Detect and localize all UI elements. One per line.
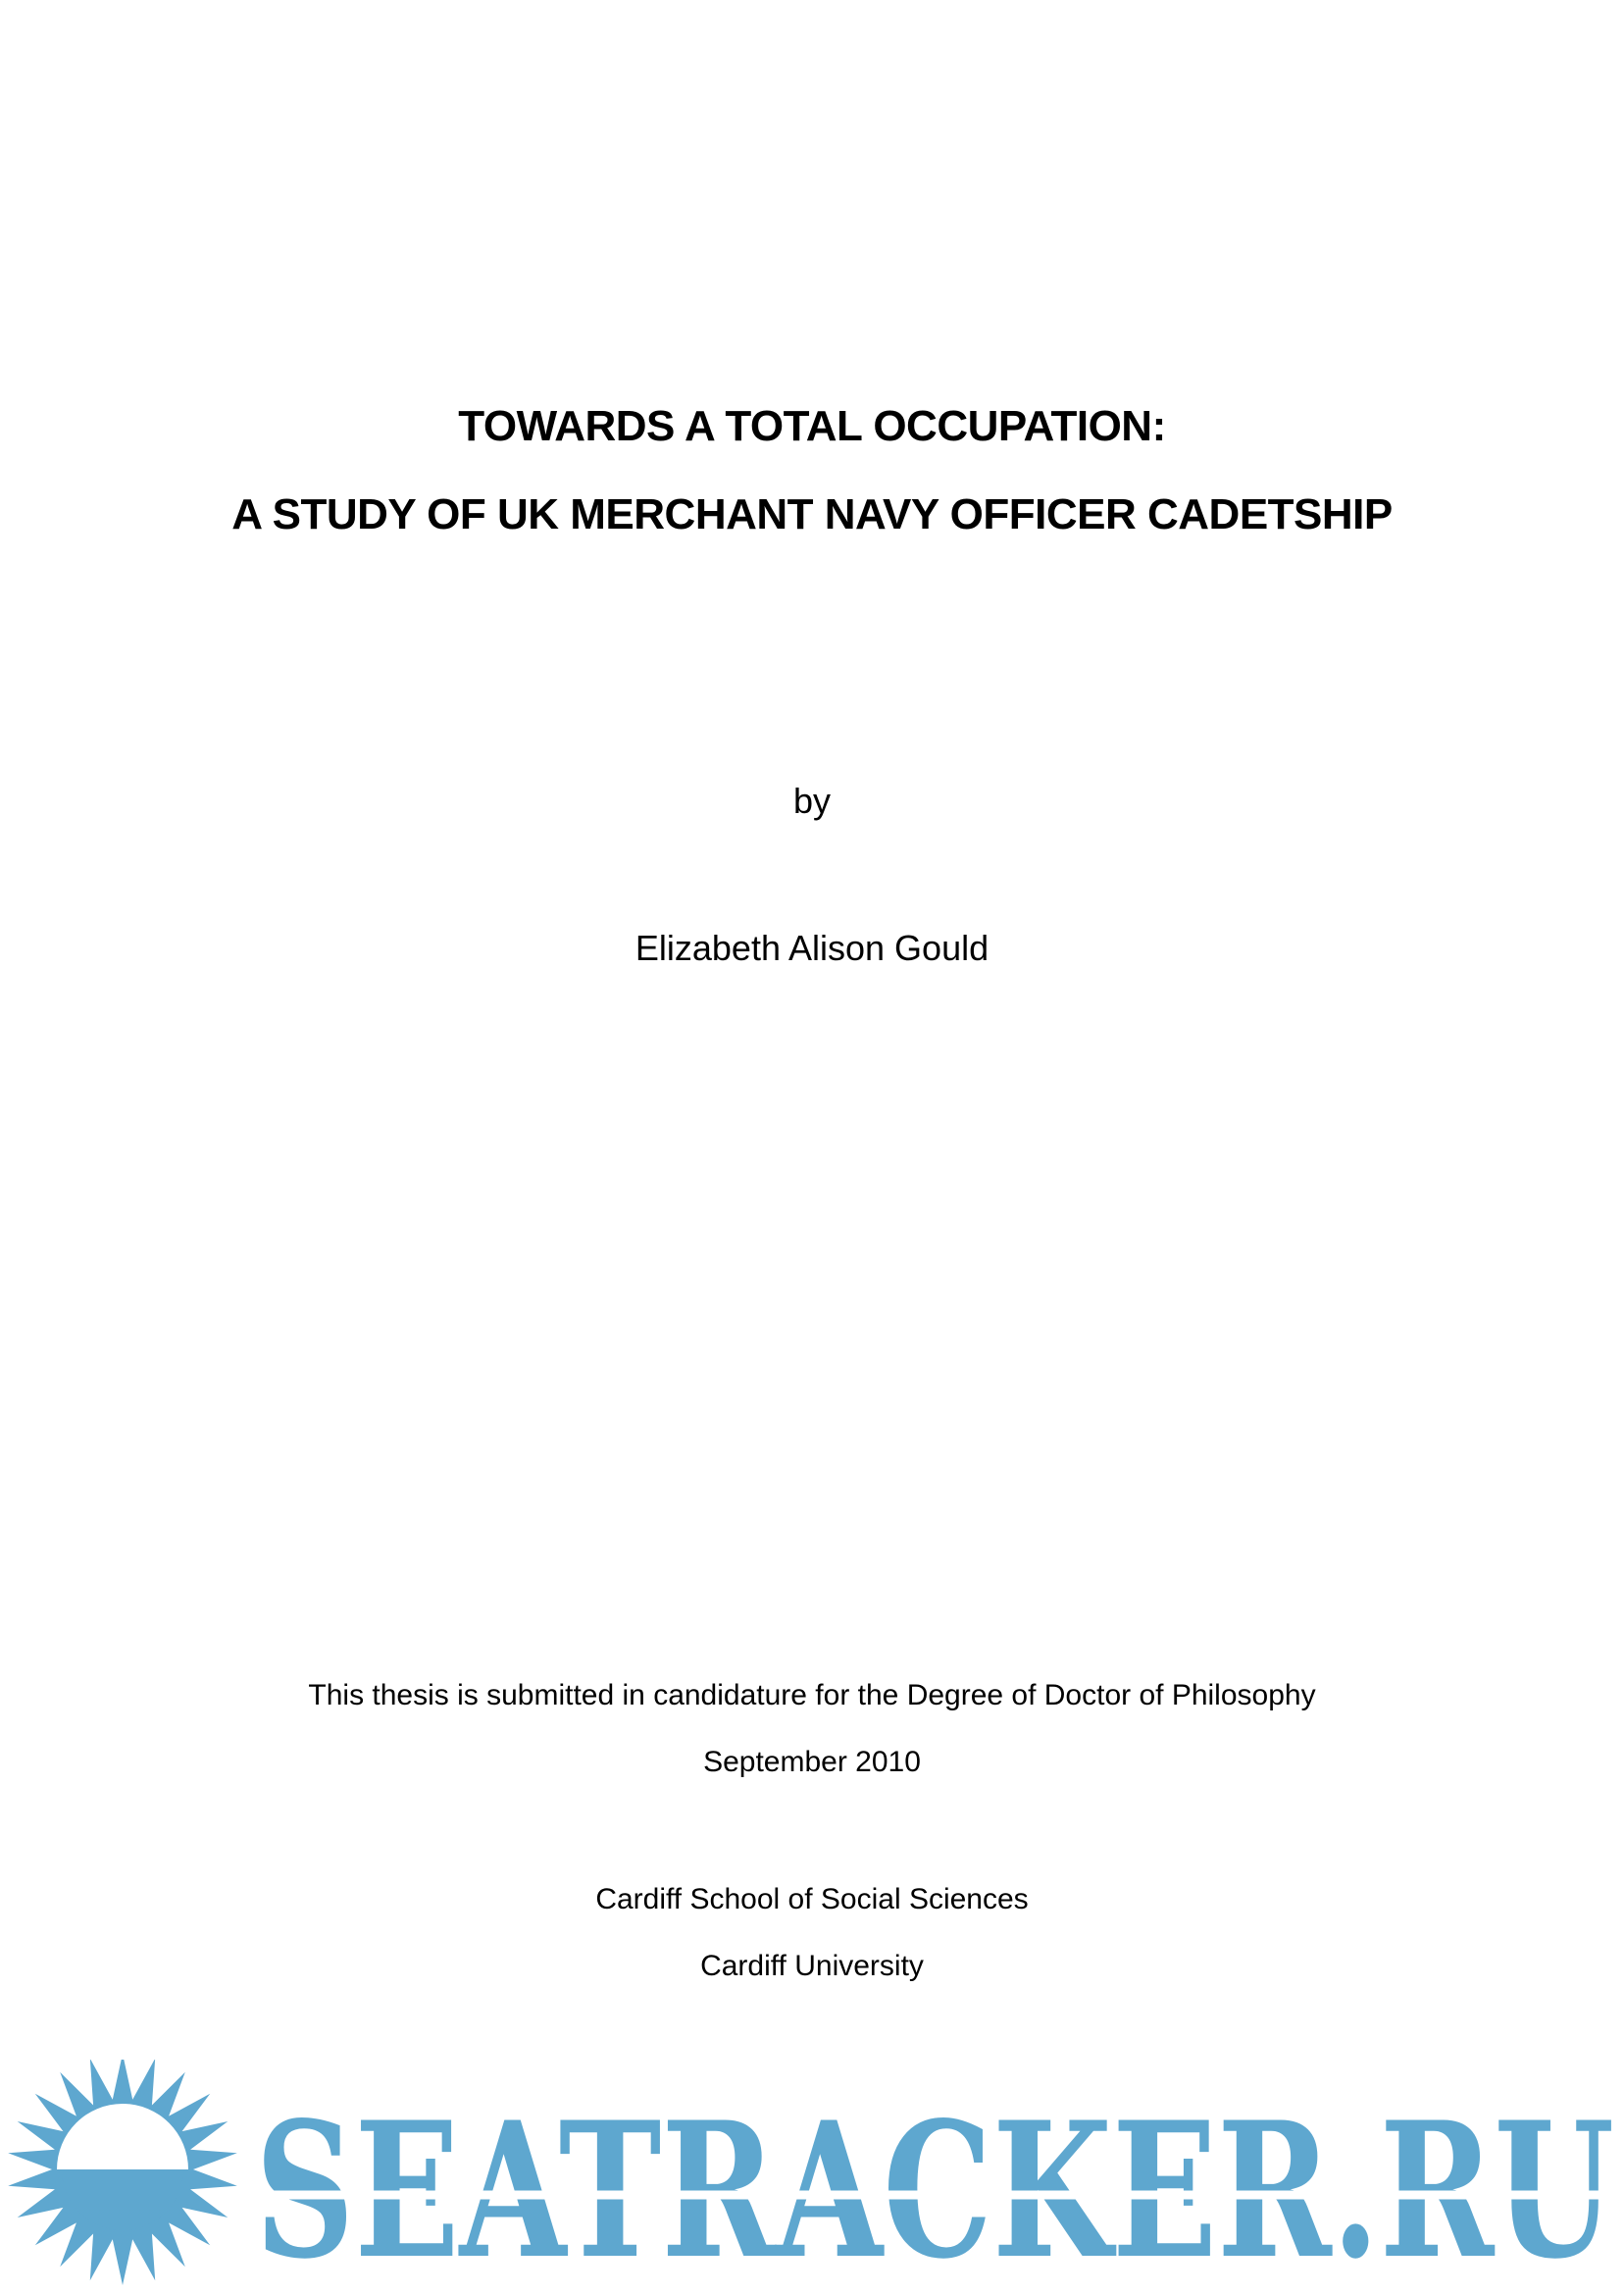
school-name: Cardiff School of Social Sciences [595,1883,1029,1915]
byline: by [792,781,832,821]
watermark-text: SEATRACKER.RU [255,2081,1614,2294]
thesis-title-line-2: A STUDY OF UK MERCHANT NAVY OFFICER CADETSHIP [231,490,1393,538]
sun-icon [8,2060,237,2285]
university-name: Cardiff University [700,1950,924,1982]
submission-statement: This thesis is submitted in candidature for the Degree of Doctor of Philosophy [308,1679,1316,1711]
watermark-logo [0,2060,1624,2294]
thesis-title-line-1: TOWARDS A TOTAL OCCUPATION: [458,402,1166,450]
author-name: Elizabeth Alison Gould [634,928,990,968]
submission-date: September 2010 [703,1746,921,1778]
